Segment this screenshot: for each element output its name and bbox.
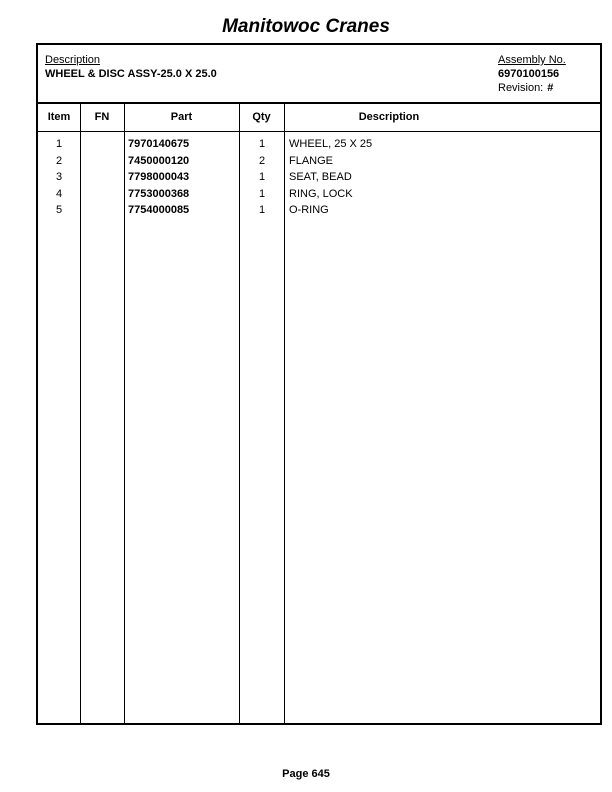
quantity: 1 bbox=[258, 171, 266, 183]
column-header-item: Item bbox=[47, 111, 71, 123]
part-description: SEAT, BEAD bbox=[289, 171, 352, 183]
revision-label: Revision: bbox=[498, 82, 544, 94]
column-header-part: Part bbox=[170, 111, 193, 123]
item-number: 5 bbox=[55, 204, 63, 216]
quantity: 2 bbox=[258, 154, 266, 167]
table-row bbox=[38, 204, 600, 221]
table-row bbox=[38, 188, 600, 205]
part-description: RING, LOCK bbox=[289, 187, 353, 200]
part-description: WHEEL, 25 X 25 bbox=[289, 138, 373, 150]
table-row bbox=[38, 155, 600, 172]
parts-table bbox=[38, 104, 600, 723]
table-body bbox=[38, 138, 600, 221]
part-description: O-RING bbox=[289, 204, 329, 216]
quantity: 1 bbox=[258, 187, 266, 200]
quantity: 1 bbox=[258, 138, 266, 150]
part-number: 7970140675 bbox=[128, 138, 190, 150]
part-number: 7450000120 bbox=[128, 154, 190, 167]
part-description: FLANGE bbox=[289, 154, 334, 167]
revision-value: # bbox=[547, 82, 554, 94]
column-header-description: Description bbox=[358, 111, 420, 123]
assembly-number: 6970100156 bbox=[498, 68, 560, 80]
table-row bbox=[38, 138, 600, 155]
description-label: Description bbox=[45, 54, 101, 66]
assembly-description: WHEEL & DISC ASSY-25.0 X 25.0 bbox=[45, 68, 217, 80]
column-header-qty: Qty bbox=[252, 111, 271, 123]
header-divider bbox=[38, 131, 600, 132]
page-number: Page 645 bbox=[282, 768, 330, 780]
part-number: 7798000043 bbox=[128, 171, 190, 183]
quantity: 1 bbox=[258, 204, 266, 216]
item-number: 3 bbox=[55, 171, 63, 183]
assembly-number-label: Assembly No. bbox=[498, 54, 566, 66]
part-number: 7753000368 bbox=[128, 187, 190, 200]
assembly-header bbox=[38, 45, 600, 104]
table-row bbox=[38, 171, 600, 188]
column-header-fn: FN bbox=[94, 111, 110, 123]
item-number: 1 bbox=[55, 138, 63, 150]
revision-row bbox=[498, 82, 553, 94]
parts-list-frame bbox=[36, 43, 602, 725]
item-number: 4 bbox=[55, 187, 63, 200]
part-number: 7754000085 bbox=[128, 204, 190, 216]
item-number: 2 bbox=[55, 154, 63, 167]
page-title: Manitowoc Cranes bbox=[222, 16, 390, 37]
